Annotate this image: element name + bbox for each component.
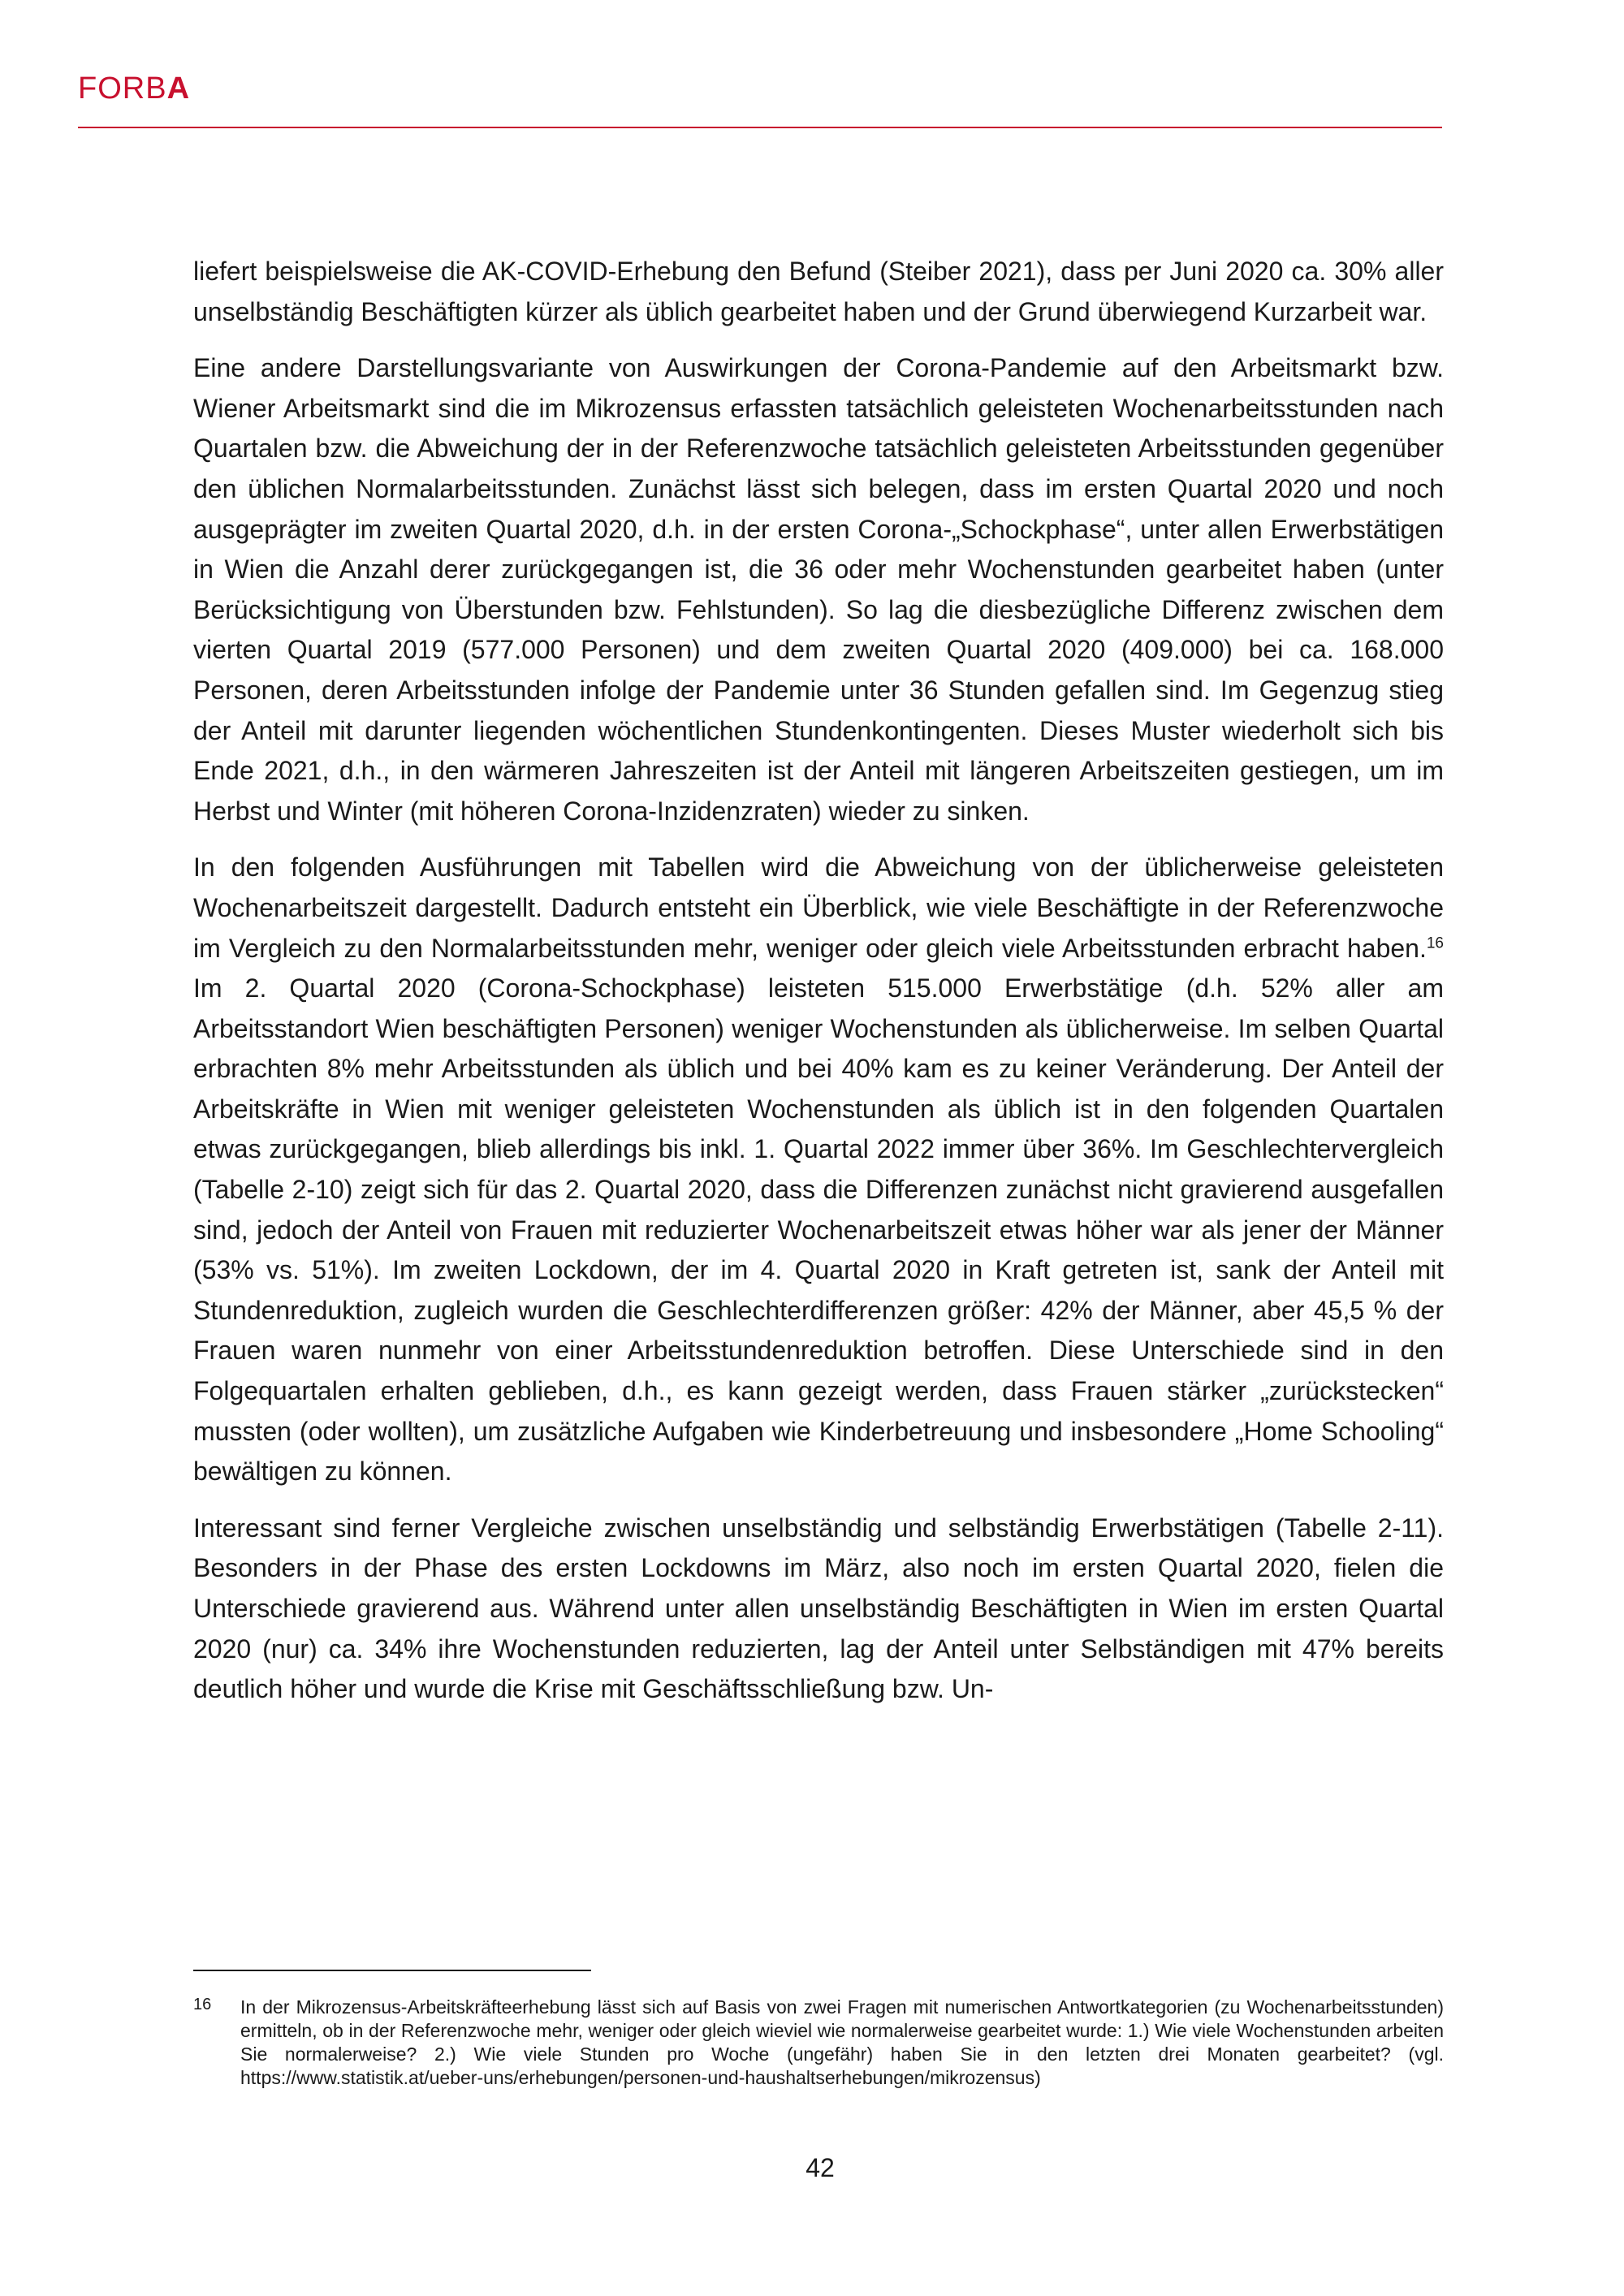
paragraph-2: Eine andere Darstellungsvariante von Auswirkungen der Corona-Pandemie auf den Arbeitsmarkt bzw. Wiener Arbeitsmarkt sind die im Mikrozensus erfassten tatsächlich geleisteten Wochenarbeitsstunden nach Quartalen bzw. die Abweichung der in der Referenzwoche tatsächlich geleisteten Arbeitsstunden gegenüber den üblichen Normalarbeitsstunden. Zunächst lässt sich belegen, dass im ersten Quartal 2020 und noch ausgeprägter im zweiten Quartal 2020, d.h. in der ersten Corona-„Schockphase“, unter allen Erwerbstätigen in Wien die Anzahl derer zurückgegangen ist, die 36 oder mehr Wochenstunden gearbeitet haben (unter Berücksichtigung von Überstunden bzw. Fehlstunden). So lag die diesbezügliche Differenz zwischen dem vierten Quartal 2019 (577.000 Personen) und dem zweiten Quartal 2020 (409.000) bei ca. 168.000 Personen, deren Arbeitsstunden infolge der Pandemie unter 36 Stunden gefallen sind. Im Gegenzug stieg der Anteil mit darunter liegenden wöchentlichen Stundenkontingenten. Dieses Muster wiederholt sich bis Ende 2021, d.h., in den wärmeren Jahreszeiten ist der Anteil mit längeren Arbeitszeiten gestiegen, um im Herbst und Winter (mit höheren Corona-Inzidenzraten) wieder zu sinken. bbox=[193, 353, 1444, 826]
paragraph-3-part-1: In den folgenden Ausführungen mit Tabellen wird die Abweichung von der üblicherweise geleisteten Wochenarbeitszeit dargestellt. Dadurch entsteht ein Überblick, wie viele Beschäftigte in der Referenzwoche im Vergleich zu den Normalarbeitsstunden mehr, weniger oder gleich viele Arbeitsstunden erbracht haben. bbox=[193, 852, 1444, 963]
paragraph-4: Interessant sind ferner Vergleiche zwischen unselbständig und selbständig Erwerbstätigen (Tabelle 2-11). Besonders in der Phase des ersten Lockdowns im März, also noch im ersten Quartal 2020, fielen die Unterschiede gravierend aus. Während unter allen unselbständig Beschäftigten in Wien im ersten Quartal 2020 (nur) ca. 34% ihre Wochenstunden reduzierten, lag der Anteil unter Selbständigen mit 47% bereits deutlich höher und wurde die Krise mit Geschäftsschließung bzw. Un- bbox=[193, 1513, 1444, 1704]
footnote-text: In der Mikrozensus-Arbeitskräfteerhebung lässt sich auf Basis von zwei Fragen mit numerischen Antwortkategorien (zu Wochenarbeitsstunden) ermitteln, ob in der Referenzwoche mehr, weniger oder gleich wieviel wie normalerweise gearbeitet wurde: 1.) Wie viele Wochenstunden arbeiten Sie normalerweise? 2.) Wie viele Stunden pro Woche (ungefähr) haben Sie in den letzten drei Monaten gearbeitet? (vgl. https://www.statistik.at/ueber-uns/erhebungen/personen-und-haushaltserhebungen/mikrozensus) bbox=[240, 1996, 1444, 2088]
footnote-reference[interactable]: 16 bbox=[1426, 934, 1444, 952]
paragraph-3-part-2: Im 2. Quartal 2020 (Corona-Schockphase) leisteten 515.000 Erwerbstätige (d.h. 52% aller am Arbeitsstandort Wien beschäftigten Personen) weniger Wochenstunden als üblicherweise. Im selben Quartal erbrachten 8% mehr Arbeitsstunden als üblich und bei 40% kam es zu keiner Veränderung. Der Anteil der Arbeitskräfte in Wien mit weniger geleisteten Wochenstunden als üblich ist in den folgenden Quartalen etwas zurückgegangen, blieb allerdings bis inkl. 1. Quartal 2022 immer über 36%. Im Geschlechtervergleich (Tabelle 2-10) zeigt sich für das 2. Quartal 2020, dass die Differenzen zunächst nicht gravierend ausgefallen sind, jedoch der Anteil von Frauen mit reduzierter Wochenarbeitszeit etwas höher war als jener der Männer (53% vs. 51%). Im zweiten Lockdown, der im 4. Quartal 2020 in Kraft getreten ist, sank der Anteil mit Stundenreduktion, zugleich wurden die Geschlechterdifferenzen größer: 42% der Männer, aber 45,5 % der Frauen waren nunmehr von einer Arbeitsstundenreduktion betroffen. Diese Unterschiede sind in den Folgequartalen erhalten geblieben, d.h., es kann gezeigt werden, dass Frauen stärker „zurückstecken“ mussten (oder wollten), um zusätzliche Aufgaben wie Kinderbetreuung und insbesondere „Home Schooling“ bewältigen zu können. bbox=[193, 973, 1444, 1487]
paragraph-3 bbox=[193, 848, 1444, 1492]
footnote-number: 16 bbox=[193, 1996, 212, 2013]
footnote bbox=[193, 1996, 1444, 2090]
footnote-divider bbox=[193, 1970, 591, 1971]
logo-accent-letter: A bbox=[166, 71, 191, 106]
page-number: 42 bbox=[806, 2153, 835, 2182]
logo-text: FORB bbox=[78, 71, 167, 106]
page-header bbox=[78, 71, 1442, 130]
header-divider bbox=[78, 127, 1442, 128]
paragraph-1: liefert beispielsweise die AK-COVID-Erhebung den Befund (Steiber 2021), dass per Juni 2020 ca. 30% aller unselbständig Beschäftigten kürzer als üblich gearbeitet haben und der Grund überwiegend Kurzarbeit war. bbox=[193, 257, 1444, 326]
body-text bbox=[193, 252, 1444, 1726]
forba-logo bbox=[78, 71, 190, 106]
